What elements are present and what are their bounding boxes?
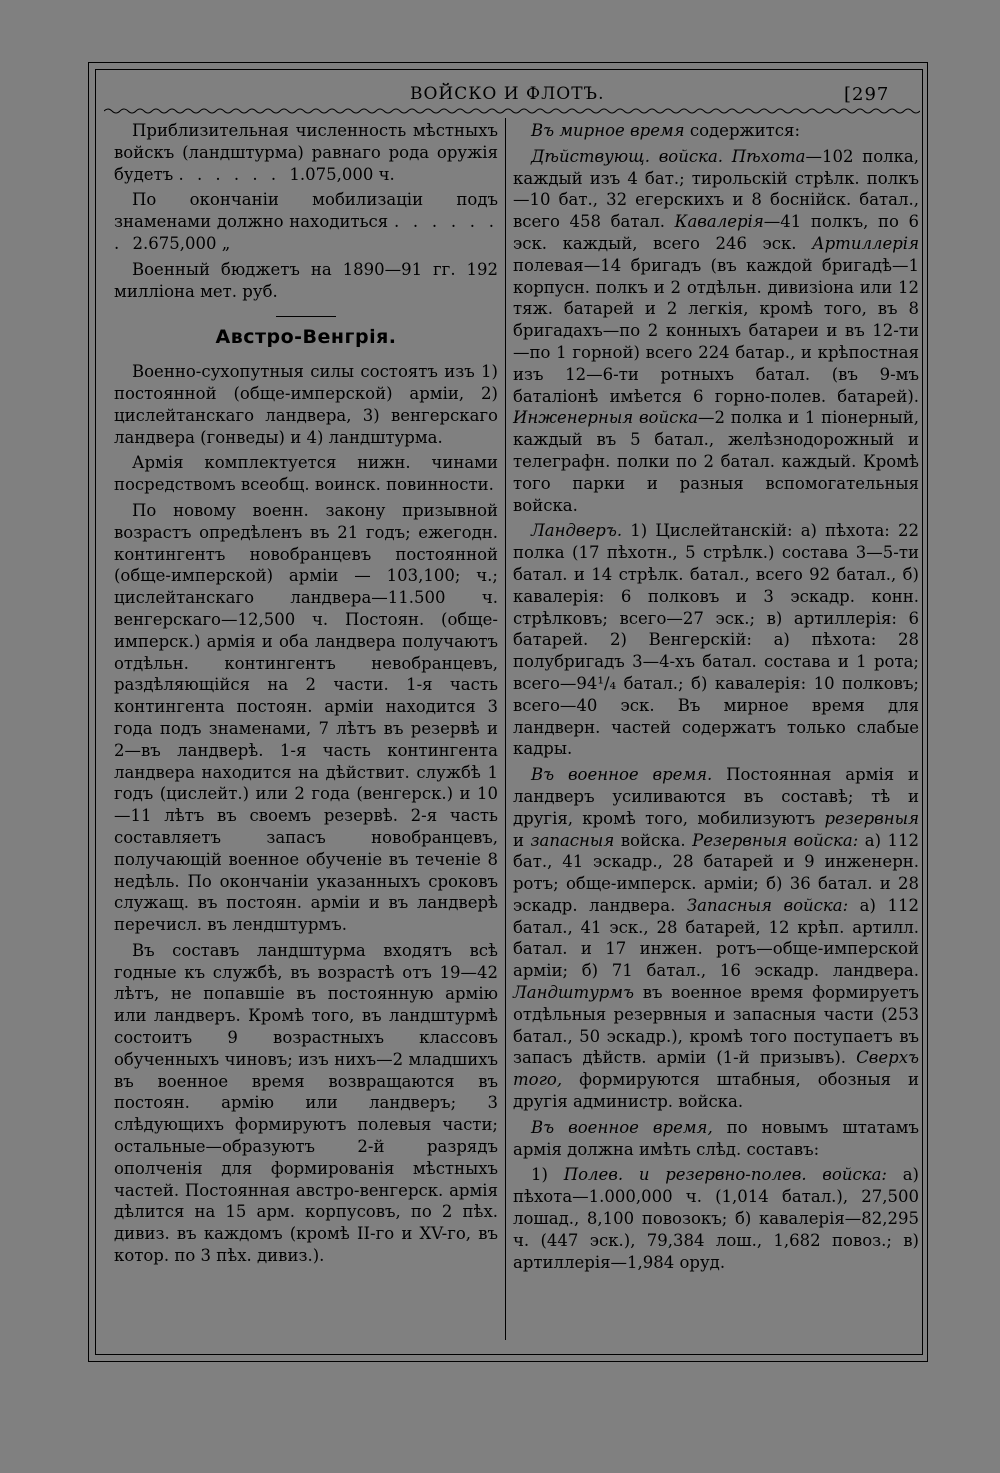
right-column <box>513 120 919 1277</box>
text: —41 полкъ, по 6 эск. каждый, всего 246 эск. <box>513 212 919 253</box>
mobilization-label: По окончаніи мобилизаціи подъ знаменами должно находиться <box>114 190 498 232</box>
italic-text: Полев. и резервно-полев. войска: <box>563 1165 887 1185</box>
text: войска. <box>614 830 693 850</box>
text: полевая—14 бригадъ (въ каждой бригадѣ—1 корпусн. полкъ и 2 отдѣльн. дивизіона или 12 тяж. батарей и 2 легкія, кромѣ того, въ 8 бригадахъ—по 2 конныхъ батареи и въ 12-ти—по 1 горной) всего 224 батар., и крѣпостная изъ 12—6-ти ротныхъ батал. (въ 9-мъ баталіонѣ имѣется 6 горно-полев. батарей). <box>513 255 919 406</box>
text: Постоянная армія и ландверъ усиливаются въ составѣ; тѣ и другія, кромѣ того, мобилизуютъ <box>513 765 919 828</box>
running-title: ВОЙСКО И ФЛОТЪ. <box>410 84 605 104</box>
italic-text: Въ военное время, <box>531 1117 713 1137</box>
text: —2 полка и 1 піонерный, каждый въ 5 батал., желѣзнодорожный и телеграфн. полки по 2 батал. каждый. Кромѣ того парки и разныя вспомогательныя войска. <box>513 408 919 515</box>
paragraph: Въ составъ ландштурма входятъ всѣ годные къ службѣ, въ возрастѣ отъ 19—42 лѣтъ, не попавшіе въ постоянную армію или ландверъ. Кромѣ того, въ ландштурмѣ состоитъ 9 возрастныхъ классовъ обученныхъ чиновъ; изъ нихъ—2 младшихъ въ военное время возвращаются въ постоян. армію или ландверъ; 3 слѣдующихъ формируютъ полевыя части; остальные—образуютъ 2-й разрядъ ополченія для формированія мѣстныхъ частей. Постоянная австро-венгерск. армія дѣлится на 15 арм. корпусовъ, по 2 пѣх. дивиз. въ каждомъ (кромѣ II-го и XV-го, въ котор. по 3 пѣх. дивиз.). <box>114 940 498 1266</box>
paragraph <box>513 120 919 142</box>
italic-text: Дѣйствующ. войска. Пѣхота <box>531 146 806 166</box>
paragraph: По окончаніи мобилизаціи подъ знаменами должно находиться . . . . . . . 2.675,000 „ <box>114 190 498 253</box>
numbers-label: Приблизительная численность мѣстныхъ войскъ (ландштурма) равнаго рода оружія будетъ <box>114 121 498 184</box>
text: формируются штабныя, обозныя и другія администр. войска. <box>513 1070 919 1112</box>
paragraph: Военно-сухопутныя силы состоятъ изъ 1) постоянной (обще-имперской) арміи, 2) цислейтанскаго ландвера, 3) венгерскаго ландвера (гонведы) и 4) ландштурма. <box>114 362 498 447</box>
italic-text: запасныя <box>530 830 615 850</box>
paragraph <box>513 1117 919 1161</box>
italic-text: Сверхъ того, <box>513 1048 919 1090</box>
italic-text: Въ военное время. <box>531 765 713 785</box>
italic-text: резервныя <box>824 808 919 828</box>
italic-text: Резервныя войска: <box>692 830 859 850</box>
paragraph <box>513 764 919 1113</box>
text: а) 112 бат., 41 эскадр., 28 батарей и 9 инженерн. ротъ; обще-имперск. арміи; б) 36 батал. и 28 эскадр. ландвера. <box>513 830 919 915</box>
paragraph: Армія комплектуется нижн. чинами посредствомъ всеобщ. воинск. повинности. <box>114 453 498 495</box>
italic-text: Артиллерія <box>812 233 919 253</box>
budget-paragraph: Военный бюджетъ на 1890—91 гг. 192 милліона мет. руб. <box>114 259 498 301</box>
running-header <box>110 84 890 108</box>
numbers-value: 1.075,000 ч. <box>289 164 395 184</box>
column-divider <box>505 118 506 1340</box>
page-number: [297 <box>844 84 890 105</box>
text: содержится: <box>684 121 801 140</box>
text: а) пѣхота—1.000,000 ч. (1,014 батал.), 27,500 лошад., 8,100 повозокъ; б) кавалерія—82,295 ч. (447 эск.), 79,384 лош., 1,682 повоз.; в) артиллерія—1,984 оруд. <box>513 1165 919 1272</box>
paragraph <box>513 1164 919 1273</box>
paragraph: По новому военн. закону призывной возрастъ опредѣленъ въ 21 годъ; ежегодн. контингентъ новобранцевъ постоянной (обще-имперской) арміи — 103,100; ч.; цислейтанскаго ландвера—11.500 ч. венгерскаго—12,500 ч. Постоян. (обще-имперск.) армія и оба ландвера получаютъ отдѣльн. контингентъ невобранцевъ, раздѣляющійся на 2 части. 1-я часть контингента постоян. арміи находится 3 года подъ знаменами, 7 лѣтъ въ резервѣ и 2—въ ландверѣ. 1-я часть контингента ландвера находится на дѣйствит. службѣ 1 годъ (цислейт.) или 2 года (венгерск.) и 10—11 лѣтъ въ своемъ резервѣ. 2-я часть составляетъ запасъ новобранцевъ, получающій военное обученіе въ теченіе 8 недѣль. По окончаніи указанныхъ сроковъ служащ. въ постоян. арміи и въ ландверѣ перечисл. въ лендштурмъ. <box>114 500 498 935</box>
italic-text: Инженерныя войска <box>513 408 699 428</box>
text: а) 112 батал., 41 эск., 28 батарей, 12 крѣп. артилл. батал. и 17 инжен. ротъ—обще-имперской арміи; б) 71 батал., 16 эскадр. ландвера. <box>513 895 919 981</box>
left-column <box>114 120 498 1271</box>
italic-text: Ландштурмъ <box>513 983 635 1003</box>
text: 1) <box>531 1165 564 1185</box>
mobilization-value: 2.675,000 „ <box>132 233 231 253</box>
italic-text: Ландверъ. <box>531 521 623 541</box>
italic-text: Кавалерія <box>674 212 764 232</box>
italic-text: Въ мирное время <box>531 121 685 140</box>
text: въ военное время формируетъ отдѣльныя резервныя и запасныя части (253 батал., 50 эскадр.), кромѣ того поступаетъ въ запасъ дѣйств. арміи (1-й призывъ). <box>513 983 919 1068</box>
paragraph <box>513 520 919 760</box>
text: —102 полка, каждый изъ 4 бат.; тирольскій стрѣлк. полкъ—10 бат., 32 егерскихъ и 8 боснійск. батал., всего 458 батал. <box>513 146 919 232</box>
italic-text: Запасныя войска: <box>686 895 849 915</box>
text: 1) Цислейтанскій: а) пѣхота: 22 полка (17 пѣхотн., 5 стрѣлк.) состава 3—5-ти батал. и 14 стрѣлк. батал., всего 92 батал., б) кавалерія: 6 полковъ и 3 эскадр. конн. стрѣлковъ; всего—27 эск.; в) артиллерія: 6 батарей. 2) Венгерскій: а) пѣхота: 28 полубригадъ 3—4-хъ батал. состава и 1 рота; всего—94¹/₄ батал.; б) кавалерія: 10 полковъ; всего—40 эск. Въ мирное время для ландверн. частей содержатъ только слабые кадры. <box>513 521 919 759</box>
text: по новымъ штатамъ армія должна имѣть слѣд. составъ: <box>513 1117 919 1159</box>
section-title: Австро-Венгрія. <box>215 326 397 349</box>
paragraph <box>513 146 919 517</box>
text: и <box>513 830 531 850</box>
paragraph: Приблизительная численность мѣстныхъ войскъ (ландштурма) равнаго рода оружія будетъ . . . . . . 1.075,000 ч. <box>114 121 498 184</box>
header-wavy-rule <box>104 106 920 116</box>
section-divider <box>276 316 336 317</box>
